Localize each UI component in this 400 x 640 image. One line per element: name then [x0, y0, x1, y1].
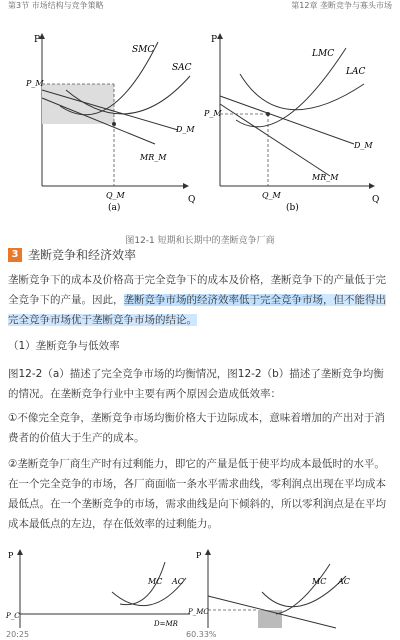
mr-curve — [220, 104, 330, 176]
mc-curve — [276, 564, 330, 614]
figure2-panel-a — [5, 551, 190, 628]
bottom-status-bar — [0, 628, 400, 640]
dm-label: D_M — [354, 141, 373, 150]
pm-label: P_M — [204, 109, 222, 118]
figure-caption: 图12-1 短期和长期中的垄断竞争厂商 — [125, 236, 275, 246]
section-title: 垄断竞争和经济效率 — [28, 248, 137, 262]
lac-label: LAC — [346, 67, 366, 77]
panel-a-label: (a) — [108, 203, 121, 213]
qm-label: Q_M — [262, 191, 281, 200]
paragraph-efficiency — [8, 270, 390, 330]
axis-q-label: Q — [188, 195, 196, 205]
axis-q-label: Q — [372, 195, 380, 205]
dmr-label: D=MR — [154, 620, 178, 628]
axis-p-label: P — [34, 35, 41, 45]
mc-label: MC — [148, 577, 163, 586]
axis-p-label: P — [196, 551, 202, 560]
ac-label: AC — [172, 577, 184, 586]
paragraph-figure12-2: 图12-2（a）描述了完全竞争市场的均衡情况，图12-2（b）描述了垄断竞争均衡的情况。在垄断竞争行业中主要有两个原因会造成低效率： — [8, 368, 384, 400]
reading-progress: 60.33% — [186, 630, 217, 639]
subheading-inefficiency: （1）垄断竞争与低效率 — [8, 340, 120, 352]
pc-label: P_C — [6, 612, 20, 620]
lmc-label: LMC — [312, 49, 335, 59]
section-number-badge: 3 — [8, 248, 22, 262]
paragraph-reason1: ①不像完全竞争，垄断竞争市场均衡价格大于边际成本，意味着增加的产出对于消费者的价值大于生产的成本。 — [8, 412, 385, 444]
header-right-text: 第12章 垄断竞争与寡头市场 — [291, 1, 392, 10]
figure-12-1 — [0, 20, 400, 246]
mr-label: MR_M — [140, 153, 167, 162]
dm-label: D_M — [176, 125, 195, 134]
panel-a — [25, 35, 195, 213]
top-header-bar — [0, 0, 400, 12]
header-left-text: 第3节 市场结构与竞争策略 — [8, 1, 104, 10]
mr-label: MR_M — [312, 173, 339, 182]
pm-label: P_M — [26, 79, 44, 88]
mc-label: MC — [312, 577, 327, 586]
sac-label: SAC — [172, 63, 192, 73]
figure-12-2 — [0, 540, 400, 630]
highlight-1[interactable]: 垄断竞争市场的经济效率低于完全竞争市场 — [123, 294, 323, 306]
panel-b-label: (b) — [286, 203, 299, 213]
panel-b — [203, 35, 379, 213]
ac-label: AC — [338, 577, 350, 586]
figure2-panel-b — [187, 551, 350, 628]
demand-curve — [220, 96, 354, 144]
qm-label: Q_M — [106, 191, 125, 200]
paragraph-reason2: ②垄断竞争厂商生产时有过剩能力，即它的产量是低于使平均成本最低时的水平。在一个完全竞争的市场，各厂商面临一条水平需求曲线，零利润点出现在平均成本最低点。在一个垄断竞争的市场，需求曲线是向下倾斜的，所以零利润点是在平均成本最低点的左边，存在低效率的过剩能力。 — [8, 458, 386, 530]
highlight-2[interactable]: ，但不能得出完全竞争市场优于垄断竞争市场的结论。 — [8, 294, 386, 326]
clock-time: 20:25 — [6, 630, 30, 639]
ac-curve — [262, 576, 346, 607]
axis-p-label: P — [211, 35, 218, 45]
lmc-curve — [236, 48, 346, 127]
paragraph-efficiency-text: 垄断竞争下的成本及价格高于完全竞争下的成本及价格，垄断竞争下的产量低于完全竞争下的产量。因此， — [8, 274, 386, 306]
axis-p-label: P — [8, 551, 14, 560]
section-heading — [8, 246, 136, 263]
pmc-label: P_MC — [188, 608, 209, 616]
smc-label: SMC — [132, 45, 155, 55]
profit-area — [42, 84, 114, 124]
